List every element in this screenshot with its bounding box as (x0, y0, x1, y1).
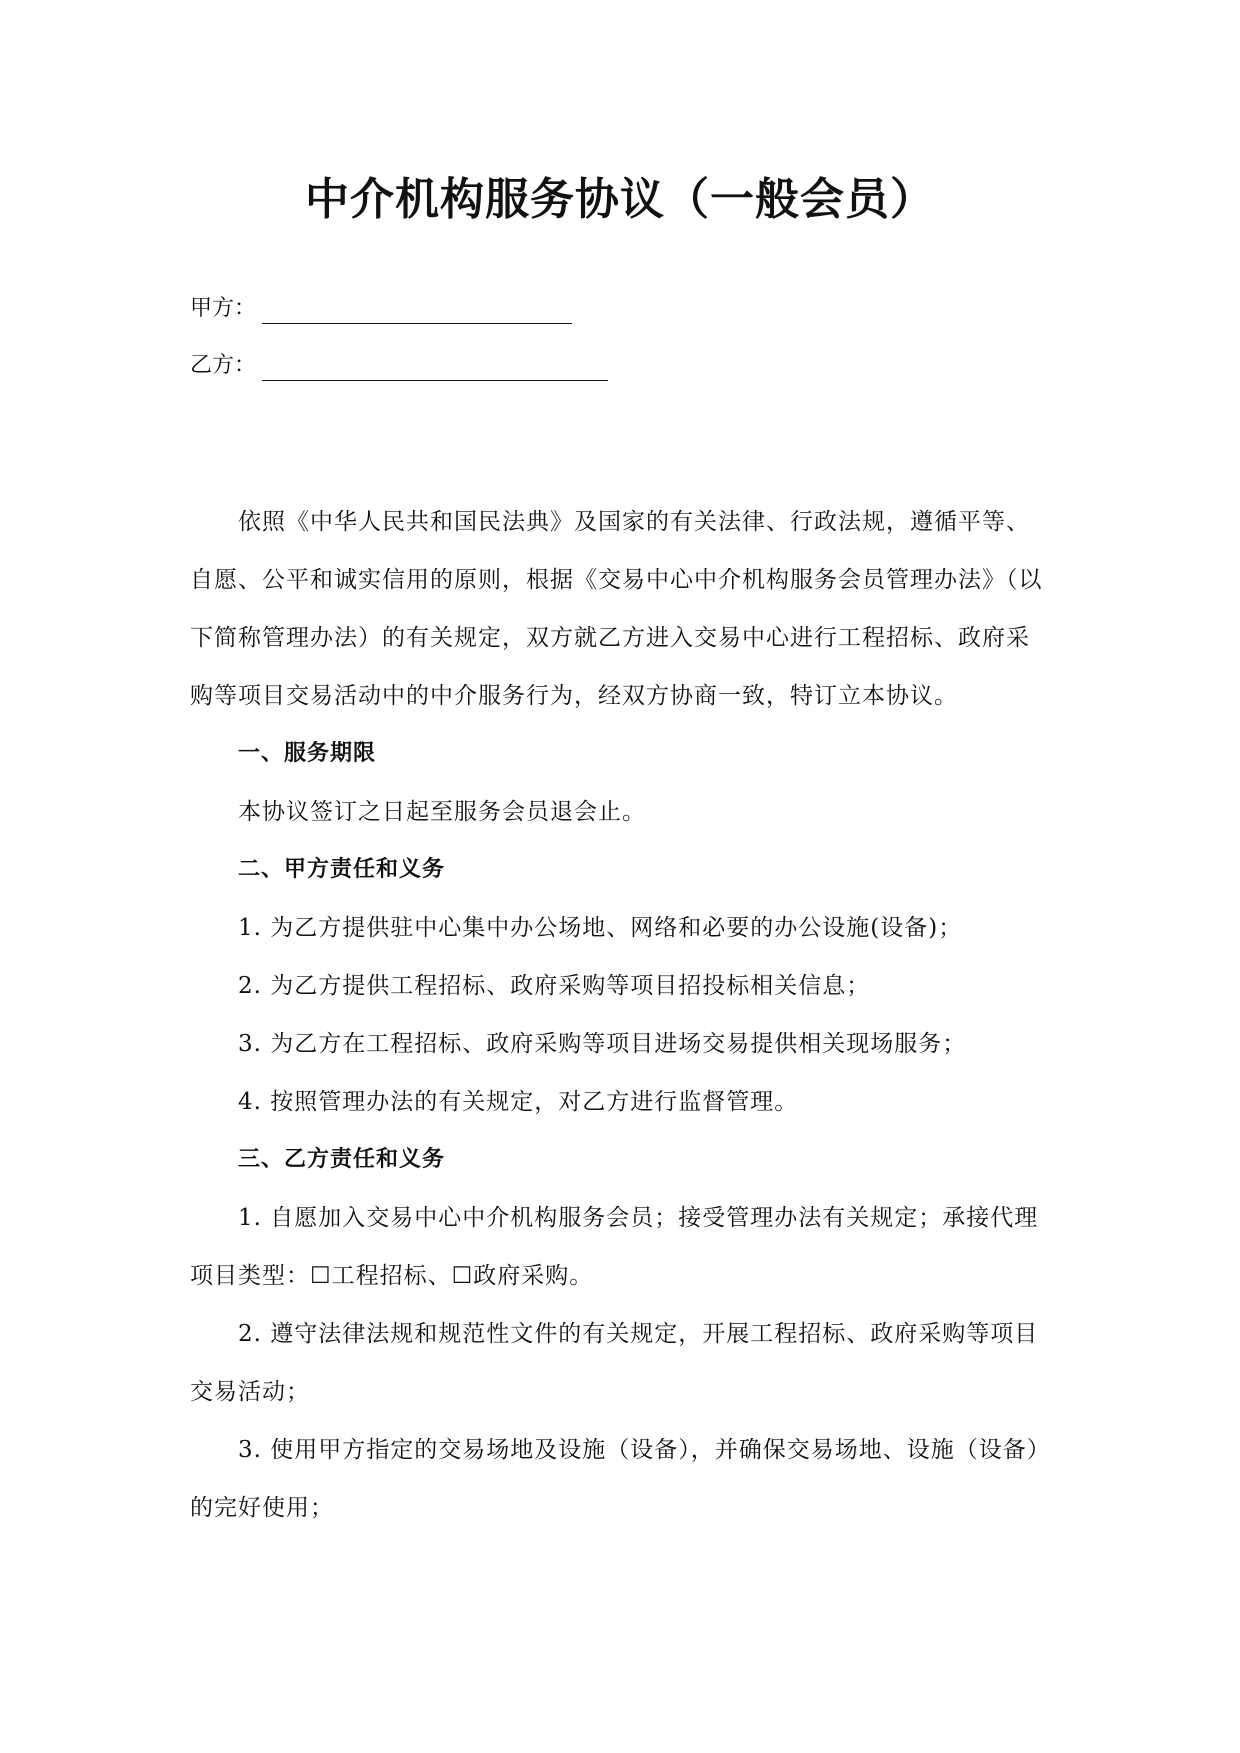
party-a-duty-item: 2. 为乙方提供工程招标、政府采购等项目招投标相关信息； (238, 973, 871, 999)
party-a-line (190, 294, 572, 324)
party-a-duty-item: 1. 为乙方提供驻中心集中办公场地、网络和必要的办公设施(设备)； (238, 915, 963, 941)
party-a-duty-item: 4. 按照管理办法的有关规定，对乙方进行监督管理。 (238, 1089, 799, 1115)
party-b-duty-item: 2. 遵守法律法规和规范性文件的有关规定，开展工程招标、政府采购等项目交易活动； (190, 1321, 1039, 1405)
party-b-label: 乙方： (190, 353, 257, 378)
agreement-body (190, 493, 1052, 1537)
party-b-line (190, 351, 608, 381)
party-a-duty-item: 3. 为乙方在工程招标、政府采购等项目进场交易提供相关现场服务； (238, 1031, 967, 1057)
section-term-item: 本协议签订之日起至服务会员退会止。 (238, 799, 646, 825)
party-a-label: 甲方： (190, 296, 257, 321)
section-heading-term: 一、服务期限 (238, 741, 377, 766)
party-b-duty-item: 1. 自愿加入交易中心中介机构服务会员；接受管理办法有关规定；承接代理项目类型：☐工程招标、☐政府采购。 (190, 1205, 1039, 1289)
party-b-duty-item: 3. 使用甲方指定的交易场地及设施（设备），并确保交易场地、设施（设备）的完好使用； (190, 1437, 1051, 1521)
party-b-blank[interactable] (262, 356, 608, 381)
party-a-blank[interactable] (262, 299, 572, 324)
section-heading-party-b-duties: 三、乙方责任和义务 (238, 1147, 446, 1172)
document-title: 中介机构服务协议（一般会员） (305, 174, 935, 225)
preamble-paragraph: 依照《中华人民共和国民法典》及国家的有关法律、行政法规，遵循平等、自愿、公平和诚实信用的原则，根据《交易中心中介机构服务会员管理办法》（以下简称管理办法）的有关规定，双方就乙方进入交易中心进行工程招标、政府采购等项目交易活动中的中介服务行为，经双方协商一致，特订立本协议。 (190, 509, 1043, 709)
section-heading-party-a-duties: 二、甲方责任和义务 (238, 857, 446, 882)
